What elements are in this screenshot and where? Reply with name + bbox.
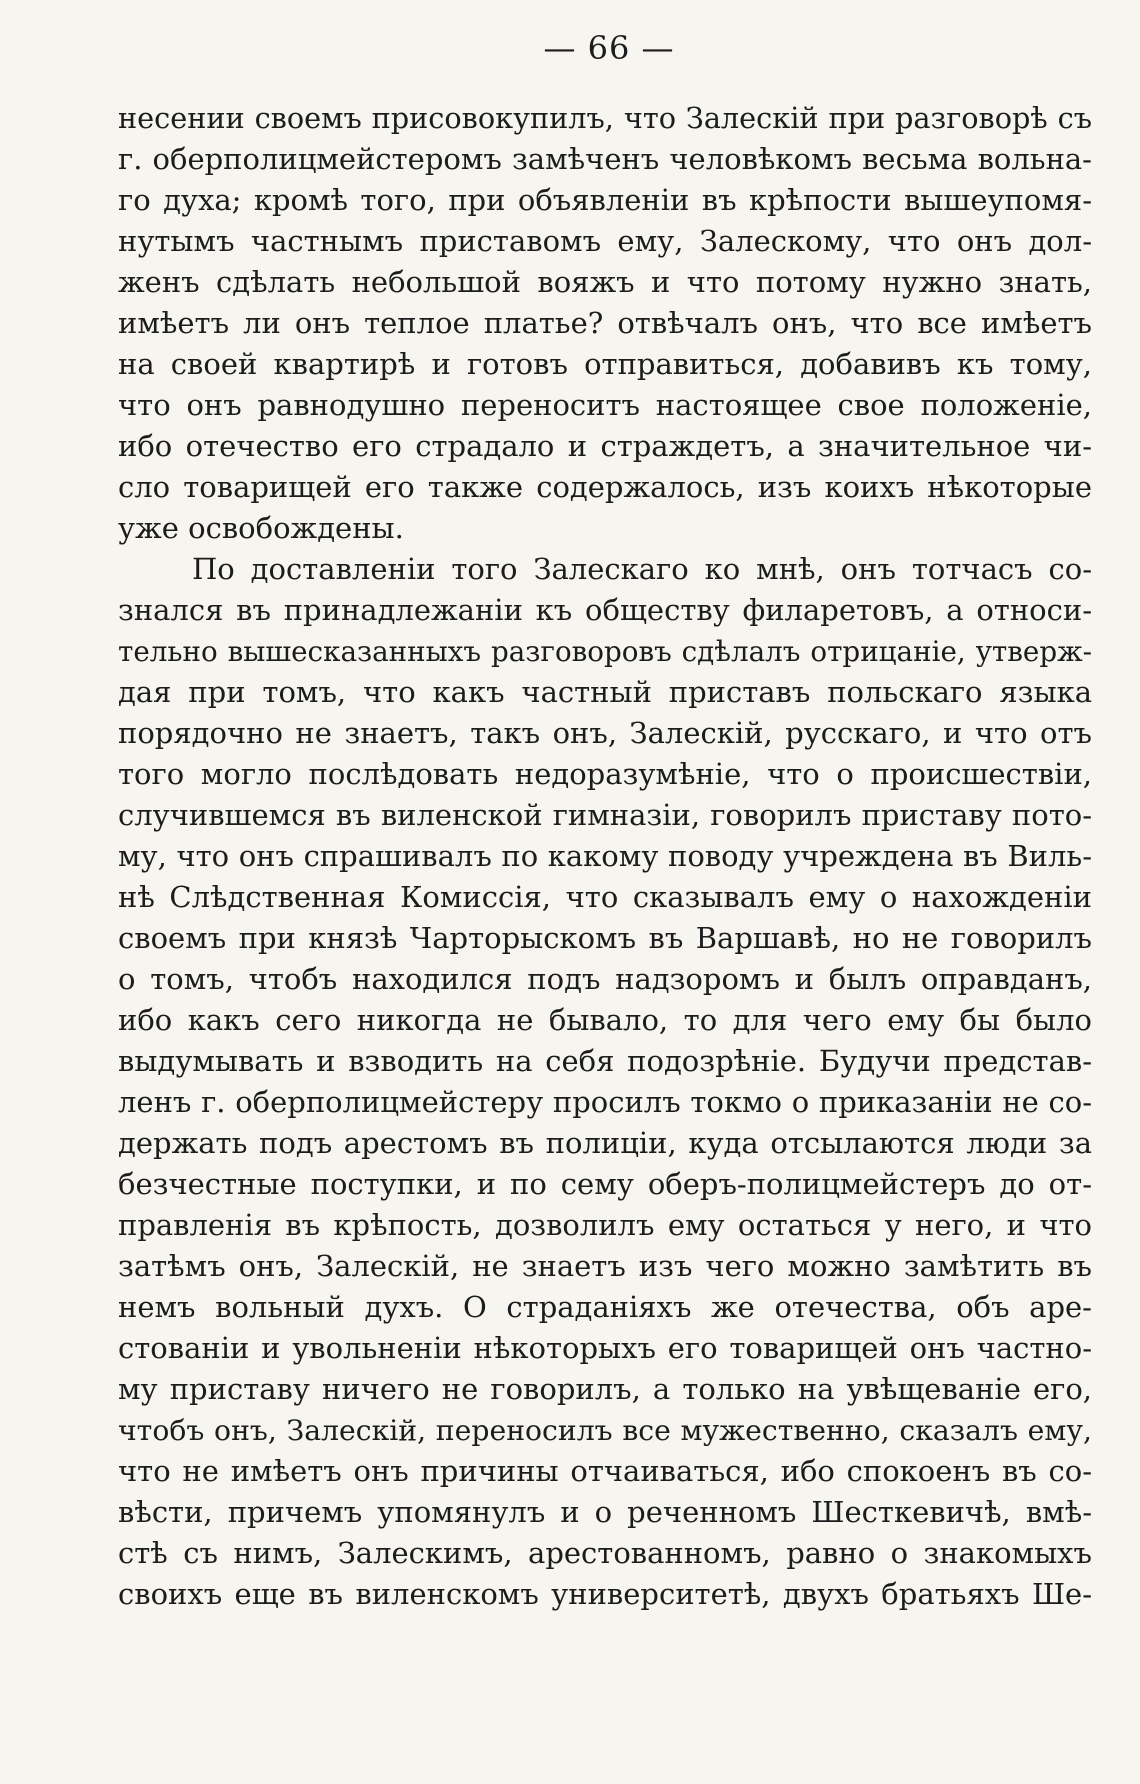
text-line: му приставу ничего не говорилъ, а только на увѣщеваніе его, <box>118 1372 1092 1406</box>
text-line: уже освобождены. <box>118 511 404 545</box>
text-line: что онъ равнодушно переноситъ настоящее свое положеніе, <box>118 388 1092 422</box>
text-line: женъ сдѣлать небольшой вояжъ и что потому нужно знать, <box>118 265 1092 299</box>
text-line: правленія въ крѣпость, дозволилъ ему остаться у него, и что <box>118 1208 1092 1242</box>
text-line: держать подъ арестомъ въ полиціи, куда отсылаются люди за <box>118 1126 1092 1160</box>
text-line: тельно вышесказанныхъ разговоровъ сдѣлалъ отрицаніе, утверж- <box>118 635 1092 668</box>
text-line: имѣетъ ли онъ теплое платье? отвѣчалъ онъ, что все имѣетъ <box>118 306 1092 340</box>
text-line: сло товарищей его также содержалось, изъ коихъ нѣкоторые <box>118 470 1092 504</box>
document-page <box>118 28 1092 1615</box>
text-line: немъ вольный духъ. О страданіяхъ же отечества, объ аре- <box>118 1290 1092 1324</box>
text-line: стѣ съ нимъ, Залескимъ, арестованномъ, равно о знакомыхъ <box>118 1536 1092 1570</box>
text-line: выдумывать и взводить на себя подозрѣніе. Будучи представ- <box>118 1044 1092 1078</box>
text-line: затѣмъ онъ, Залескій, не знаетъ изъ чего можно замѣтить въ <box>118 1249 1092 1283</box>
text-line: г. оберполицмейстеромъ замѣченъ человѣкомъ весьма вольна- <box>118 142 1092 176</box>
text-line: того могло послѣдовать недоразумѣніе, что о происшествіи, <box>118 757 1092 791</box>
text-line: своемъ при князѣ Чарторыскомъ въ Варшавѣ, но не говорилъ <box>118 921 1092 955</box>
text-line: случившемся въ виленской гимназіи, говорилъ приставу пото- <box>118 798 1092 832</box>
text-line: ленъ г. оберполицмейстеру просилъ токмо о приказаніи не со- <box>118 1085 1092 1119</box>
text-line: ибо какъ сего никогда не бывало, то для чего ему бы было <box>118 1003 1092 1037</box>
body-text <box>118 98 1092 1615</box>
text-line: дая при томъ, что какъ частный приставъ польскаго языка <box>118 675 1092 709</box>
text-line: знался въ принадлежаніи къ обществу филаретовъ, а относи- <box>118 593 1092 627</box>
text-line: безчестные поступки, и по сему оберъ-полицмейстеръ до от- <box>118 1167 1092 1201</box>
text-line: что не имѣетъ онъ причины отчаиваться, ибо спокоенъ въ со- <box>118 1454 1092 1488</box>
text-line: стованіи и увольненіи нѣкоторыхъ его товарищей онъ частно- <box>118 1331 1092 1365</box>
text-line: нѣ Слѣдственная Комиссія, что сказывалъ ему о нахожденіи <box>118 880 1092 914</box>
text-line: своихъ еще въ виленскомъ университетѣ, двухъ братьяхъ Ше- <box>118 1577 1092 1611</box>
text-line: нутымъ частнымъ приставомъ ему, Залескому, что онъ дол- <box>118 224 1092 258</box>
text-line: несении своемъ присовокупилъ, что Залескій при разговорѣ съ <box>118 101 1092 135</box>
page-number: — 66 — <box>543 29 675 67</box>
text-line: чтобъ онъ, Залескій, переносилъ все мужественно, сказалъ ему, <box>118 1414 1092 1447</box>
text-line: порядочно не знаетъ, такъ онъ, Залескій, русскаго, и что отъ <box>118 716 1092 750</box>
text-line: о томъ, чтобъ находился подъ надзоромъ и былъ оправданъ, <box>118 962 1092 996</box>
text-line: на своей квартирѣ и готовъ отправиться, добавивъ къ тому, <box>118 347 1092 381</box>
text-line: го духа; кромѣ того, при объявленіи въ крѣпости вышеупомя- <box>118 183 1092 217</box>
text-line: вѣсти, причемъ упомянулъ и о реченномъ Шесткевичѣ, вмѣ- <box>118 1495 1092 1529</box>
text-line: му, что онъ спрашивалъ по какому поводу учреждена въ Виль- <box>118 839 1092 873</box>
paragraph-start-line: По доставленіи того Залескаго ко мнѣ, онъ тотчасъ со- <box>192 552 1092 586</box>
text-line: ибо отечество его страдало и страждетъ, а значительное чи- <box>118 429 1092 463</box>
